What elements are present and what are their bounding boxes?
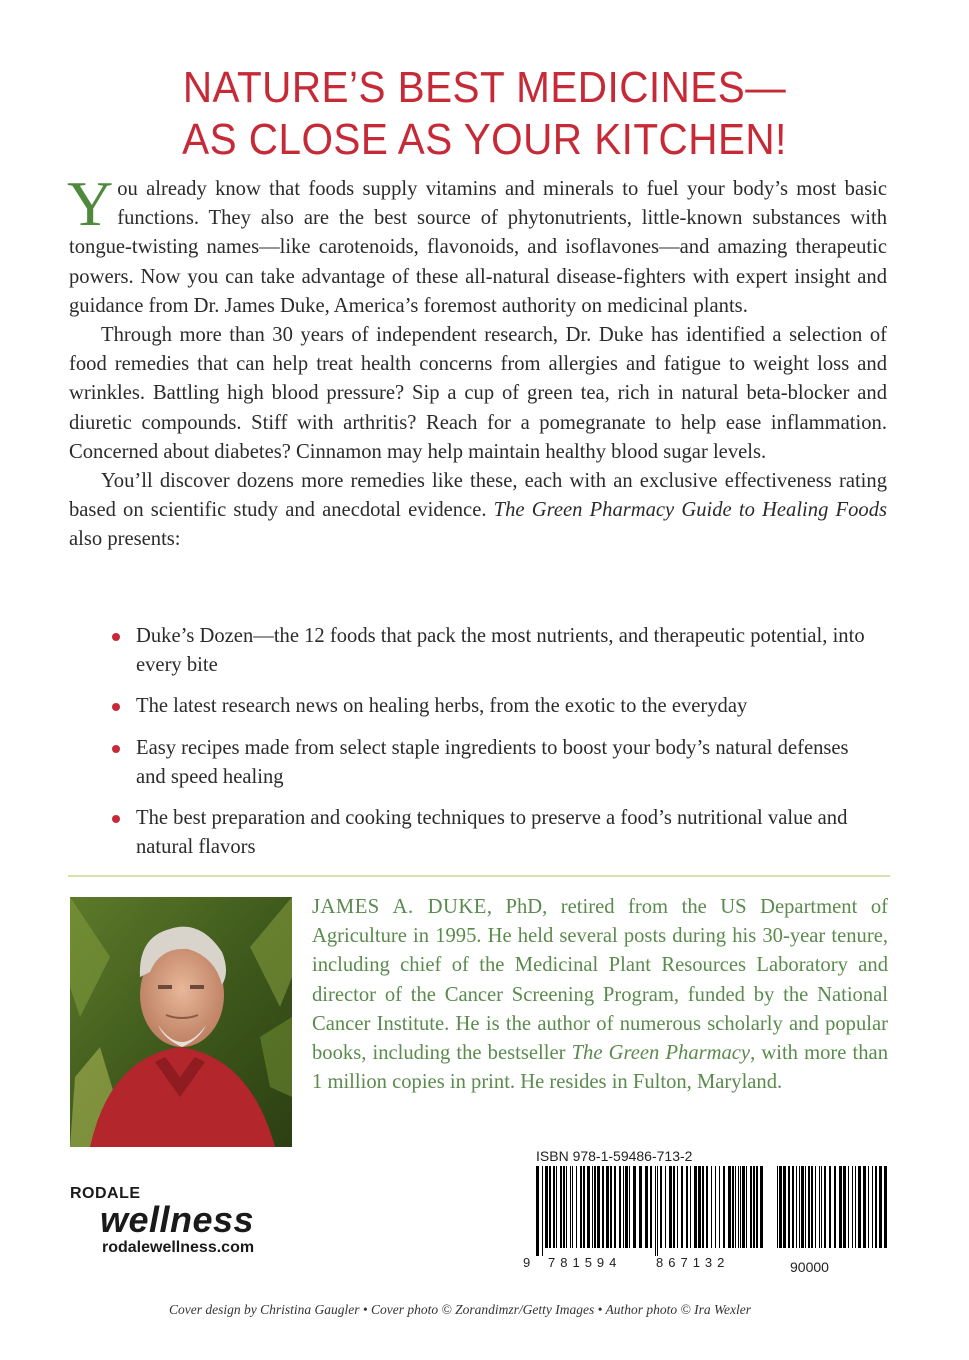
divider: [68, 875, 890, 877]
barcode-digits-left: 781594: [548, 1255, 622, 1270]
barcode-bar: [677, 1166, 678, 1248]
bullet-icon: [112, 745, 120, 753]
barcode-bar: [698, 1166, 701, 1248]
barcode-bar: [839, 1166, 842, 1248]
barcode-bar: [884, 1166, 887, 1248]
publisher-url: rodalewellness.com: [102, 1239, 255, 1256]
barcode-bar: [594, 1166, 596, 1248]
feature-list: [108, 622, 868, 874]
barcode-bar: [694, 1166, 697, 1248]
barcode-bar: [669, 1166, 672, 1248]
barcode-bar: [858, 1166, 861, 1248]
barcode-bar: [852, 1166, 853, 1248]
barcode-bar: [583, 1166, 585, 1248]
barcode-bar: [808, 1166, 810, 1248]
list-item: [108, 804, 868, 862]
barcode-bar: [815, 1166, 816, 1248]
barcode-addon-digits: 90000: [790, 1259, 829, 1275]
barcode-bar: [549, 1166, 551, 1248]
barcode-bar: [723, 1166, 725, 1248]
barcode-bar: [572, 1166, 573, 1248]
author-bio: [312, 893, 888, 1097]
paragraph-3-end: also presents:: [69, 528, 181, 551]
barcode-bar: [602, 1166, 604, 1248]
barcode-bar: [711, 1166, 712, 1248]
list-item-text: The latest research news on healing herbs, from the exotic to the everyday: [136, 695, 748, 718]
barcode-bar: [702, 1166, 704, 1248]
barcode-bar: [875, 1166, 877, 1248]
barcode-bar: [686, 1166, 688, 1248]
barcode-bar: [740, 1166, 741, 1248]
barcode-bar: [879, 1166, 882, 1248]
drop-cap: Y: [67, 168, 114, 239]
author-photo-image: [70, 897, 292, 1147]
barcode-bar: [819, 1166, 820, 1248]
barcode-bar: [829, 1166, 831, 1248]
barcode-bar: [735, 1166, 736, 1248]
paragraph-1-text: ou already know that foods supply vitamins and minerals to fuel your body’s most basic functions. They also are the best source of phytonutrients, little-known substances with tongue-twisting names—like carotenoids, flavonoids, and isoflavones—and amazing therapeutic powers. Now you can take advantage of these all-natural disease-fighters with expert insight and guidance from Dr. James Duke, America’s foremost authority on medicinal plants.: [69, 178, 887, 317]
barcode-bar: [536, 1166, 539, 1256]
bestseller-title: The Green Pharmacy: [571, 1042, 751, 1065]
intro-paragraph-3: [69, 467, 887, 555]
barcode-bar: [732, 1166, 734, 1248]
barcode-bar: [545, 1166, 548, 1248]
list-item: [108, 622, 868, 680]
list-item: [108, 734, 868, 792]
intro-paragraph-1: [67, 168, 887, 321]
headline: [39, 62, 930, 166]
barcode-bar: [855, 1166, 856, 1248]
barcode-bar: [673, 1166, 675, 1248]
barcode-bar: [553, 1166, 555, 1248]
publisher-imprint: wellness: [100, 1199, 255, 1240]
barcode-bar: [796, 1166, 797, 1248]
barcode-bar: [606, 1166, 609, 1248]
barcode-bar: [610, 1166, 612, 1248]
barcode-bar: [690, 1166, 691, 1248]
barcode-digits-right: 867132: [656, 1255, 730, 1270]
cover-credits: Cover design by Christina Gaugler • Cover photo © Zorandimzr/Getty Images • Author photo © Ira Wexler: [169, 1302, 751, 1317]
barcode-bar: [655, 1166, 656, 1256]
barcode-bar: [566, 1166, 567, 1248]
bullet-icon: [112, 633, 120, 641]
barcode-bar: [629, 1166, 630, 1248]
barcode-bar: [742, 1166, 745, 1248]
isbn-label: ISBN 978-1-59486-713-2: [536, 1148, 693, 1164]
description: [67, 168, 888, 555]
bullet-icon: [112, 703, 120, 711]
barcode-bar: [715, 1166, 716, 1248]
headline-line-1: NATURE’S BEST MEDICINES—: [182, 63, 787, 112]
barcode-bar: [633, 1166, 636, 1248]
list-item-text: Easy recipes made from select staple ingredients to boost your body’s natural defenses and speed healing: [136, 736, 849, 788]
isbn-barcode: [536, 1166, 766, 1256]
barcode-bar: [799, 1166, 800, 1248]
barcode-bar: [788, 1166, 790, 1248]
barcode-bar: [619, 1166, 621, 1248]
barcode-bar: [738, 1166, 739, 1248]
barcode-digit-first: 9: [523, 1255, 531, 1270]
bio-text-2: , with more than 1 million copies in print. He resides in Fulton, Maryland.: [312, 1042, 888, 1094]
barcode-bar: [614, 1166, 616, 1248]
barcode-bar: [779, 1166, 782, 1248]
barcode-bar: [706, 1166, 708, 1248]
barcode-bar: [783, 1166, 786, 1248]
barcode-bar: [576, 1166, 577, 1248]
barcode-bar: [811, 1166, 813, 1248]
barcode-bar: [580, 1166, 582, 1248]
barcode-bar: [657, 1166, 658, 1256]
barcode-bar: [587, 1166, 590, 1248]
barcode-bar: [756, 1166, 758, 1248]
barcode-bar: [625, 1166, 628, 1248]
barcode-bar: [801, 1166, 804, 1248]
barcode-bar: [560, 1166, 562, 1248]
barcode-bar: [868, 1166, 869, 1248]
barcode-bar: [597, 1166, 600, 1248]
barcode-bar: [719, 1166, 720, 1248]
barcode-bar: [872, 1166, 873, 1248]
barcode-bar: [824, 1166, 826, 1248]
barcode-bar: [863, 1166, 866, 1248]
barcode-bar: [746, 1166, 747, 1248]
barcode-bar: [570, 1166, 571, 1248]
publisher-logo: [70, 1185, 254, 1257]
publisher-name: RODALE: [70, 1185, 141, 1202]
barcode-bar: [753, 1166, 755, 1248]
barcode-bar: [792, 1166, 794, 1248]
book-title: The Green Pharmacy Guide to Healing Foods: [493, 499, 888, 522]
bullet-icon: [112, 815, 120, 823]
intro-paragraph-2: Through more than 30 years of independent research, Dr. Duke has identified a selection of food remedies that can help treat health concerns from allergies and fatigue to weight loss and wrinkles. Battling high blood pressure? Sip a cup of green tea, rich in natural beta-blocker and diuretic compounds. Stiff with arthritis? Reach for a pomegranate to help ease inflammation. Concerned about diabetes? Cinnamon may help maintain healthy blood sugar levels.: [69, 324, 887, 463]
barcode-bar: [805, 1166, 806, 1248]
barcode-bar: [650, 1166, 652, 1248]
price-barcode: [777, 1166, 889, 1256]
barcode-bar: [760, 1166, 763, 1248]
barcode-bar: [750, 1166, 752, 1248]
barcode-bar: [821, 1166, 822, 1248]
headline-line-2: AS CLOSE AS YOUR KITCHEN!: [182, 115, 787, 164]
paragraph-3-start: You’ll discover dozens more remedies like these, each with an exclusive effectiveness rating based on scientific study and anecdotal evidence.: [69, 470, 887, 522]
barcode-bar: [563, 1166, 565, 1248]
barcode-bar: [843, 1166, 846, 1248]
barcode-bar: [777, 1166, 778, 1248]
barcode-bar: [848, 1166, 849, 1248]
barcode-bar: [556, 1166, 557, 1248]
bio-text-1: , PhD, retired from the US Department of Agriculture in 1995. He held several posts during his 30-year tenure, including chief of the Medicinal Plant Resources Laboratory and director of the Cancer Screening Program, funded by the National Cancer Institute. He is the author of numerous scholarly and popular books, including the bestseller: [312, 896, 888, 1065]
barcode-bar: [592, 1166, 593, 1248]
barcode-bar: [623, 1166, 624, 1248]
barcode-bar: [645, 1166, 648, 1248]
list-item-text: Duke’s Dozen—the 12 foods that pack the most nutrients, and therapeutic potential, into every bite: [136, 625, 865, 677]
barcode-bar: [681, 1166, 683, 1248]
list-item: [108, 692, 868, 721]
list-item-text: The best preparation and cooking techniques to preserve a food’s nutritional value and natural flavors: [136, 807, 848, 859]
author-name: JAMES A. DUKE: [312, 896, 487, 918]
barcode-bar: [834, 1166, 836, 1248]
barcode-bar: [660, 1166, 662, 1248]
barcode-bar: [542, 1166, 543, 1256]
barcode-bar: [639, 1166, 642, 1248]
barcode-bar: [665, 1166, 666, 1248]
author-photo: [70, 897, 292, 1147]
barcode-bar: [728, 1166, 731, 1248]
